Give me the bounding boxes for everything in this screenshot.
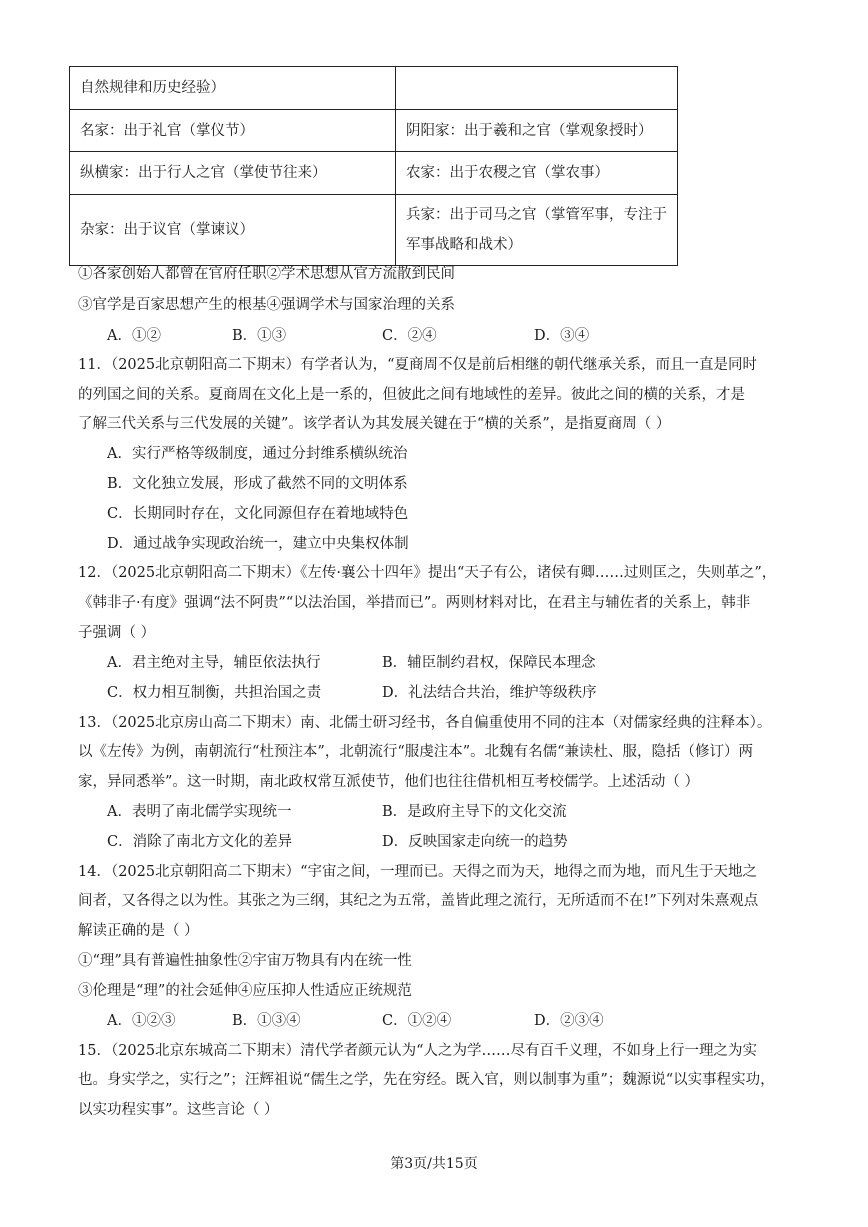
schools-origin-table	[69, 66, 678, 266]
q12-option-a[interactable]: A．君主绝对主导，辅臣依法执行	[107, 655, 321, 671]
table-row	[70, 152, 678, 195]
table-cell: 名家：出于礼官（掌仪节）	[70, 110, 396, 152]
q13-option-d[interactable]: D．反映国家走向统一的趋势	[382, 834, 568, 850]
q13-option-c[interactable]: C．消除了南北方文化的差异	[107, 834, 293, 850]
q11-stem-line-2: 的列国之间的关系。夏商周在文化上是一系的，但彼此之间有地域性的差异。彼此之间的横的关系，才是	[78, 387, 745, 403]
q15-stem-line-3: 以实功程实事”。这些言论（ ）	[78, 1102, 279, 1118]
q13-stem-line-3: 家，异同悉举”。这一时期，南北政权常互派使节，他们也往往借机相互考校儒学。上述活动（ ）	[78, 774, 700, 790]
table-cell: 农家：出于农稷之官（掌农事）	[396, 152, 678, 195]
q14-stem-line-3: 解读正确的是（ ）	[78, 923, 199, 939]
q11-option-c[interactable]: C．长期同时存在，文化同源但存在着地域特色	[107, 506, 409, 522]
table-cell: 自然规律和历史经验）	[70, 67, 396, 110]
q13-stem-line-1: 13．（2025北京房山高二下期末）南、北儒士研习经书，各自偏重使用不同的注本（对儒家经典的注释本）。	[78, 715, 772, 731]
q10-option-d[interactable]: D．③④	[534, 328, 590, 344]
q14-option-c[interactable]: C．①②④	[382, 1013, 452, 1029]
table-cell: 纵横家：出于行人之官（掌使节往来）	[70, 152, 396, 195]
q15-stem-line-1: 15．（2025北京东城高二下期末）清代学者颜元认为“人之为学……尽有百千义理，不如身上行一理之为实	[78, 1043, 758, 1059]
table-cell: 阴阳家：出于羲和之官（掌观象授时）	[396, 110, 678, 152]
q14-stem-line-2: 间者，又各得之以为性。其张之为三纲，其纪之为五常，盖皆此理之流行，无所适而不在!”下列对朱熹观点	[78, 893, 759, 909]
q13-option-a[interactable]: A．表明了南北儒学实现统一	[107, 804, 292, 820]
table-cell	[396, 67, 678, 110]
q12-option-b[interactable]: B．辅臣制约君权，保障民本理念	[382, 655, 596, 671]
q14-stem-line-1: 14．（2025北京朝阳高二下期末）“宇宙之间，一理而已。天得之而为天，地得之而为地，而凡生于天地之	[78, 864, 758, 880]
table-cell: 兵家：出于司马之官（掌管军事，专注于军事战略和战术）	[396, 195, 678, 266]
q12-stem-line-3: 子强调（ ）	[78, 625, 156, 641]
q12-stem-line-2: 《韩非子·有度》强调“法不阿贵”“以法治国，举措而已”。两则材料对比，在君主与辅佐者的关系上，韩非	[78, 595, 751, 611]
q11-stem-line-1: 11．（2025北京朝阳高二下期末）有学者认为，“夏商周不仅是前后相继的朝代继承关系，而且一直是同时	[78, 357, 758, 373]
q10-option-a[interactable]: A．①②	[107, 328, 161, 344]
q14-statement-1: ①“理”具有普遍性抽象性②宇宙万物具有内在统一性	[78, 953, 412, 969]
table-row	[70, 67, 678, 110]
q12-option-c[interactable]: C．权力相互制衡，共担治国之责	[107, 685, 322, 701]
q10-statement-2: ③官学是百家思想产生的根基④强调学术与国家治理的关系	[78, 297, 455, 313]
q11-option-d[interactable]: D．通过战争实现政治统一，建立中央集权体制	[107, 536, 409, 552]
q14-option-a[interactable]: A．①②③	[107, 1013, 176, 1029]
q10-statement-1: ①各家创始人都曾在官府任职②学术思想从官方流散到民间	[78, 266, 455, 282]
q14-statement-2: ③伦理是“理”的社会延伸④应压抑人性适应正统规范	[78, 983, 412, 999]
table-row	[70, 110, 678, 152]
q10-option-c[interactable]: C．②④	[382, 328, 437, 344]
page-number-footer: 第3页/共15页	[390, 1156, 478, 1172]
q13-stem-line-2: 以《左传》为例，南朝流行“杜预注本”，北朝流行“服虔注本”。北魏有名儒“兼读杜、服，隐括（修订）两	[78, 744, 754, 760]
table-row	[70, 195, 678, 266]
q14-option-d[interactable]: D．②③④	[534, 1013, 604, 1029]
q14-option-b[interactable]: B．①③④	[232, 1013, 301, 1029]
q15-stem-line-2: 也。身实学之，实行之”；汪辉祖说“儒生之学，先在穷经。既入官，则以制事为重”；魏源说“以实事程实功，	[78, 1072, 775, 1088]
table-cell: 杂家：出于议官（掌谏议）	[70, 195, 396, 266]
q12-stem-line-1: 12．（2025北京朝阳高二下期末）《左传·襄公十四年》提出“天子有公，诸侯有卿……过则匡之，失则革之”，	[78, 565, 777, 581]
q11-option-a[interactable]: A．实行严格等级制度，通过分封维系横纵统治	[107, 446, 408, 462]
q12-option-d[interactable]: D．礼法结合共治，维护等级秩序	[382, 685, 597, 701]
q11-stem-line-3: 了解三代关系与三代发展的关键”。该学者认为其发展关键在于“横的关系”，是指夏商周（ ）	[78, 416, 671, 432]
q11-option-b[interactable]: B．文化独立发展，形成了截然不同的文明体系	[107, 476, 408, 492]
q13-option-b[interactable]: B．是政府主导下的文化交流	[382, 804, 567, 820]
q10-option-b[interactable]: B．①③	[232, 328, 287, 344]
